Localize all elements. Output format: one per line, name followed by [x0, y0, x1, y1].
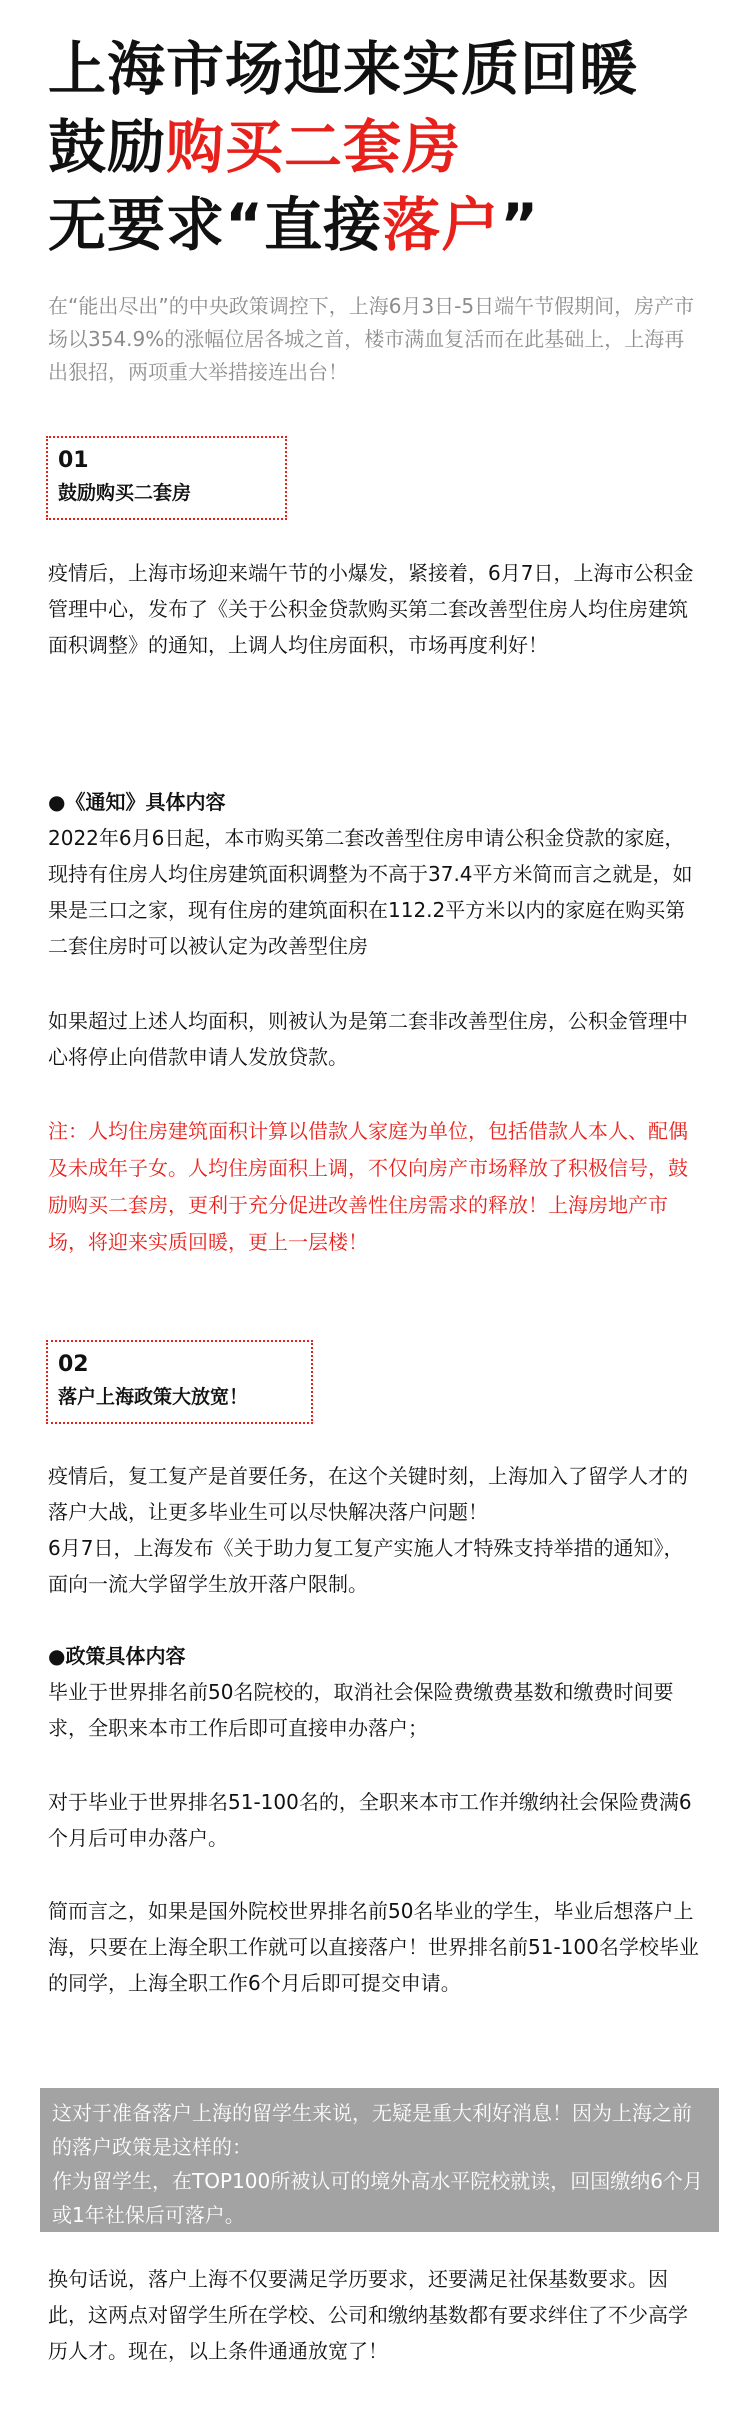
section-2-paragraph-6: 换句话说，落户上海不仅要满足学历要求，还要满足社保基数要求。因此，这两点对留学生所在学校、公司和缴纳基数都有要求绊住了不少高学历人才。现在，以上条件通通放宽了！: [48, 2267, 688, 2363]
section-1-note: 注：人均住房建筑面积计算以借款人家庭为单位，包括借款人本人、配偶及未成年子女。人均住房面积上调，不仅向房产市场释放了积极信号，鼓励购买二套房，更利于充分促进改善性住房需求的释放！上海房地产市场，将迎来实质回暖，更上一层楼！: [48, 1119, 688, 1254]
section-2-paragraph-1: [48, 1458, 703, 1602]
notice-heading: ●《通知》具体内容: [48, 790, 226, 814]
headline-line-1: 上海市场迎来实质回暖: [48, 35, 639, 103]
section-1-paragraph-1: 疫情后，上海市场迎来端午节的小爆发，紧接着，6月7日，上海市公积金管理中心，发布了《关于公积金贷款购买第二套改善型住房人均住房建筑面积调整》的通知，上调人均住房面积，市场再度利好！: [48, 561, 694, 657]
headline-line-2-prefix: 鼓励: [48, 113, 167, 181]
section-2-paragraph-5: 简而言之，如果是国外院校世界排名前50名毕业的学生，毕业后想落户上海，只要在上海全职工作就可以直接落户！世界排名前51-100名学校毕业的同学，上海全职工作6个月后即可提交申请。: [48, 1899, 699, 1995]
section-1-label-box: [46, 436, 287, 520]
section-2-label-box: [46, 1340, 313, 1424]
highlight-box: [40, 2088, 719, 2232]
section-2-title: 落户上海政策大放宽！: [58, 1386, 249, 1408]
headline-line-3-suffix: ”: [500, 191, 540, 259]
headline-line-3-prefix: 无要求“直接: [48, 191, 383, 259]
section-1-number: 01: [58, 448, 89, 473]
section-2-paragraph-3: 毕业于世界排名前50名院校的，取消社会保险费缴费基数和缴费时间要求，全职来本市工作后即可直接申办落户；: [48, 1680, 674, 1740]
section-2-number: 02: [58, 1352, 89, 1377]
headline: [48, 30, 728, 264]
headline-line-2-highlight: 购买二套房: [166, 113, 462, 181]
section-1-paragraph-3: 如果超过上述人均面积，则被认为是第二套非改善型住房，公积金管理中心将停止向借款申请人发放贷款。: [48, 1009, 688, 1069]
headline-line-2: [48, 108, 728, 186]
highlight-box-line-1: 这对于准备落户上海的留学生来说，无疑是重大利好消息！因为上海之前的落户政策是这样的：: [52, 2101, 692, 2159]
section-2-paragraph-4: 对于毕业于世界排名51-100名的，全职来本市工作并缴纳社会保险费满6个月后可申办落户。: [48, 1790, 692, 1850]
policy-heading: ●政策具体内容: [48, 1644, 186, 1668]
section-2-paragraph-1a: 疫情后，复工复产是首要任务，在这个关键时刻，上海加入了留学人才的落户大战，让更多毕业生可以尽快解决落户问题！: [48, 1464, 688, 1524]
intro-summary: 在“能出尽出”的中央政策调控下，上海6月3日-5日端午节假期间，房产市场以354.9%的涨幅位居各城之首，楼市满血复活而在此基础上，上海再出狠招，两项重大举措接连出台！: [48, 294, 695, 384]
section-1-paragraph-2: 2022年6月6日起，本市购买第二套改善型住房申请公积金贷款的家庭，现持有住房人均住房建筑面积调整为不高于37.4平方米简而言之就是，如果是三口之家，现有住房的建筑面积在112.2平方米以内的家庭在购买第二套住房时可以被认定为改善型住房: [48, 826, 693, 958]
headline-line-3: [48, 186, 728, 264]
section-2-paragraph-1b: 6月7日，上海发布《关于助力复工复产实施人才特殊支持举措的通知》，面向一流大学留学生放开落户限制。: [48, 1536, 684, 1596]
section-1-title: 鼓励购买二套房: [58, 482, 192, 504]
headline-line-3-highlight: 落户: [382, 191, 501, 259]
highlight-box-line-2: 作为留学生，在TOP100所被认可的境外高水平院校就读，回国缴纳6个月或1年社保后可落户。: [52, 2169, 703, 2227]
